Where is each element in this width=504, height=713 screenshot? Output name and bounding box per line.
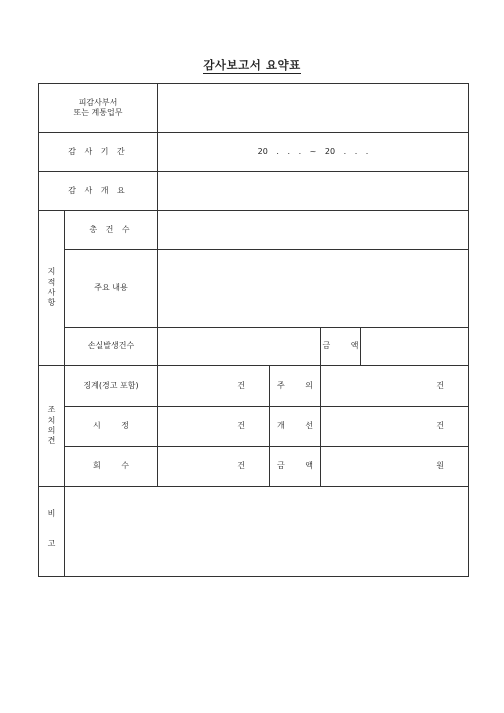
row-audit-period bbox=[39, 133, 469, 172]
caution-label: 주 의 bbox=[270, 366, 321, 407]
amount-value[interactable] bbox=[361, 328, 469, 366]
actions-group-label: 조 치 의 견 bbox=[39, 366, 65, 487]
discipline-label: 징계(경고 포함) bbox=[65, 366, 158, 407]
recovery-amount-value[interactable]: 원 bbox=[321, 447, 469, 487]
remarks-value[interactable] bbox=[65, 487, 469, 577]
audited-dept-value[interactable] bbox=[158, 84, 469, 133]
loss-count-value[interactable] bbox=[158, 328, 321, 366]
row-loss-count bbox=[39, 328, 469, 366]
correction-label: 시 정 bbox=[65, 407, 158, 447]
main-content-value[interactable] bbox=[158, 250, 469, 328]
row-audit-overview bbox=[39, 172, 469, 211]
audit-period-value[interactable]: 20 . . . ~ 20 . . . bbox=[158, 133, 469, 172]
audit-period-label: 감 사 기 간 bbox=[39, 133, 158, 172]
loss-count-label: 손실발생건수 bbox=[65, 328, 158, 366]
main-content-label: 주요 내용 bbox=[65, 250, 158, 328]
improvement-count[interactable]: 건 bbox=[321, 407, 469, 447]
caution-count[interactable]: 건 bbox=[321, 366, 469, 407]
row-recovery bbox=[39, 447, 469, 487]
recovery-amount-label: 금 액 bbox=[270, 447, 321, 487]
audit-overview-label: 감 사 개 요 bbox=[39, 172, 158, 211]
row-audited-dept bbox=[39, 84, 469, 133]
total-count-label: 총 건 수 bbox=[65, 211, 158, 250]
findings-group-label: 지 적 사 항 bbox=[39, 211, 65, 366]
remarks-label: 비 고 bbox=[39, 487, 65, 577]
audit-overview-value[interactable] bbox=[158, 172, 469, 211]
improvement-label: 개 선 bbox=[270, 407, 321, 447]
audit-summary-table bbox=[38, 83, 469, 577]
discipline-count[interactable]: 건 bbox=[158, 366, 270, 407]
recovery-count[interactable]: 건 bbox=[158, 447, 270, 487]
recovery-label: 회 수 bbox=[65, 447, 158, 487]
correction-count[interactable]: 건 bbox=[158, 407, 270, 447]
row-discipline bbox=[39, 366, 469, 407]
total-count-value[interactable] bbox=[158, 211, 469, 250]
row-remarks bbox=[39, 487, 469, 577]
amount-label: 금 액 bbox=[321, 328, 361, 366]
document-title: 감사보고서 요약표 bbox=[203, 58, 301, 72]
audited-dept-label: 피감사부서 또는 계통업무 bbox=[39, 84, 158, 133]
row-total-count bbox=[39, 211, 469, 250]
row-correction bbox=[39, 407, 469, 447]
row-main-content bbox=[39, 250, 469, 328]
